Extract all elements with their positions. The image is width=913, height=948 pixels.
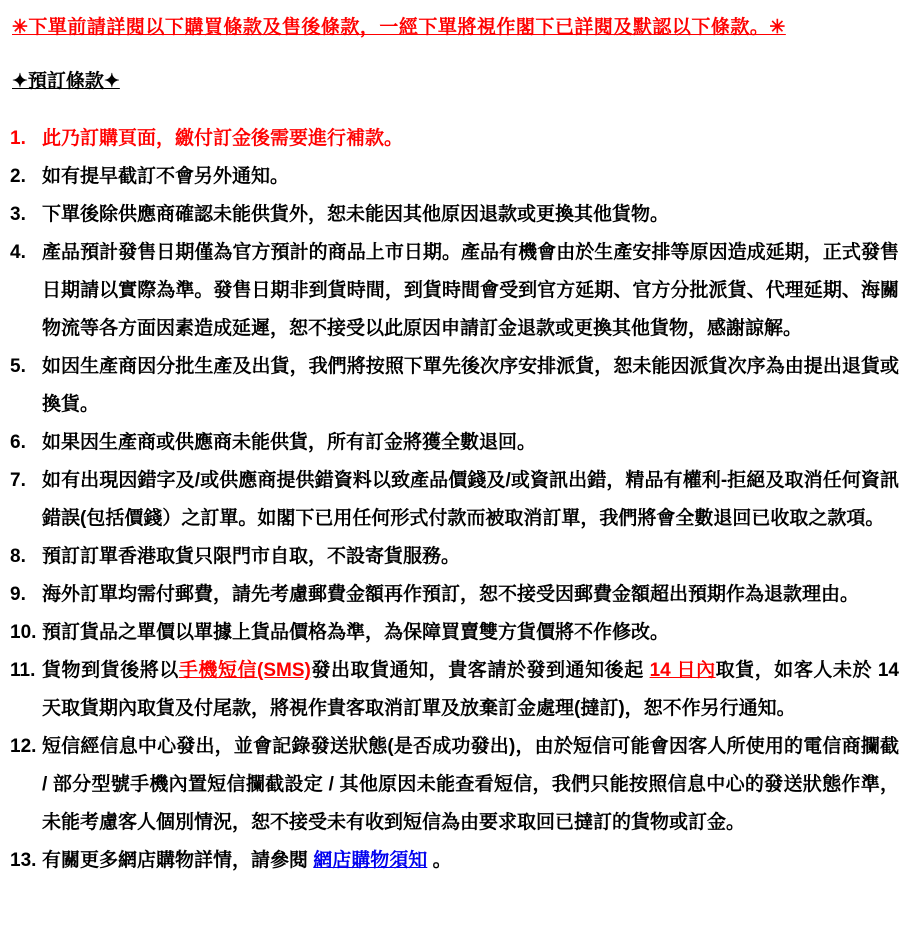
term-text bbox=[42, 614, 903, 652]
term-number: 1. bbox=[10, 128, 26, 149]
term-number: 8. bbox=[10, 546, 26, 567]
term-number: 11. bbox=[10, 660, 36, 681]
term-number: 3. bbox=[10, 204, 26, 225]
term-number: 12. bbox=[10, 736, 37, 757]
term-text bbox=[42, 462, 903, 538]
term-text bbox=[42, 234, 903, 348]
highlighted-term-text: 手機短信(SMS) bbox=[178, 660, 311, 681]
shop-guide-link[interactable]: 網店購物須知 bbox=[313, 850, 428, 871]
section-header-preorder-terms: ✦預訂條款✦ bbox=[12, 71, 120, 92]
term-text bbox=[42, 652, 903, 728]
term-text bbox=[42, 538, 903, 576]
term-text-segment: 產品預計發售日期僅為官方預計的商品上市日期。產品有機會由於生產安排等原因造成延期，正式發售日期請以實際為準。發售日期非到貨時間，到貨時間會受到官方延期、官方分批派貨、代理延期、海關物流等各方面因素造成延遲，恕不接受以此原因申請訂金退款或更換其他貨物，感謝諒解。 bbox=[42, 242, 899, 339]
term-text bbox=[42, 348, 903, 424]
term-text-segment: 如有提早截訂不會另外通知。 bbox=[42, 166, 290, 187]
term-item bbox=[8, 234, 903, 348]
term-text-segment: 預訂貨品之單價以單據上貨品價格為準，為保障買賣雙方貨價將不作修改。 bbox=[42, 622, 670, 643]
term-item bbox=[8, 652, 903, 728]
term-text-segment: 短信經信息中心發出，並會記錄發送狀態(是否成功發出)，由於短信可能會因客人所使用的電信商攔截 / 部分型號手機內置短信攔截設定 / 其他原因未能查看短信，我們只能按照信息中心的發送狀態作準，未能考慮客人個別情況，恕不接受未有收到短信為由要求取回已撻訂的貨物或訂金。 bbox=[42, 736, 899, 833]
highlighted-term-text: 14 日內 bbox=[649, 660, 716, 681]
term-item bbox=[8, 348, 903, 424]
term-text bbox=[42, 576, 903, 614]
term-item bbox=[8, 120, 903, 158]
term-item bbox=[8, 728, 903, 842]
term-item bbox=[8, 842, 903, 880]
term-text bbox=[42, 158, 903, 196]
term-text-segment: 如因生產商因分批生產及出貨，我們將按照下單先後次序安排派貨，恕未能因派貨次序為由提出退貨或換貨。 bbox=[42, 356, 899, 415]
term-text-segment: 海外訂單均需付郵費，請先考慮郵費金額再作預訂，恕不接受因郵費金額超出預期作為退款理由。 bbox=[42, 584, 860, 605]
term-text-segment: 如果因生產商或供應商未能供貨，所有訂金將獲全數退回。 bbox=[42, 432, 537, 453]
term-number: 13. bbox=[10, 850, 37, 871]
term-number: 7. bbox=[10, 470, 26, 491]
term-text bbox=[42, 728, 903, 842]
term-item bbox=[8, 538, 903, 576]
term-text-segment: 如有出現因錯字及/或供應商提供錯資料以致產品價錢及/或資訊出錯，精品有權利-拒絕及取消任何資訊錯誤(包括價錢）之訂單。如閣下已用任何形式付款而被取消訂單，我們將會全數退回已收取之款項。 bbox=[42, 470, 899, 529]
term-number: 9. bbox=[10, 584, 26, 605]
term-number: 6. bbox=[10, 432, 26, 453]
term-text bbox=[42, 120, 903, 158]
term-text-segment: 發出取貨通知，貴客請於發到通知後起 bbox=[310, 660, 650, 681]
page-title: ✳下單前請詳閱以下購買條款及售後條款，一經下單將視作閣下已詳閱及默認以下條款。✳ bbox=[12, 17, 786, 38]
term-text-segment: 此乃訂購頁面，繳付訂金後需要進行補款。 bbox=[42, 128, 404, 149]
term-number: 10. bbox=[10, 622, 37, 643]
term-text bbox=[42, 842, 903, 880]
term-text-segment: 預訂訂單香港取貨只限門市自取，不設寄貨服務。 bbox=[42, 546, 461, 567]
term-item bbox=[8, 576, 903, 614]
term-item bbox=[8, 614, 903, 652]
term-item bbox=[8, 424, 903, 462]
term-text-segment: 取貨，如客人未於 14 天取貨期內取貨及付尾款，將視作貴客取消訂單及放棄訂金處理(撻訂)，恕不作另行通知。 bbox=[42, 660, 899, 719]
term-text-segment: 下單後除供應商確認未能供貨外，恕未能因其他原因退款或更換其他貨物。 bbox=[42, 204, 670, 225]
term-text-segment: 貨物到貨後將以 bbox=[42, 660, 179, 681]
term-text bbox=[42, 424, 903, 462]
term-item bbox=[8, 462, 903, 538]
term-number: 4. bbox=[10, 242, 26, 263]
term-text-segment: 。 bbox=[427, 850, 452, 871]
term-text bbox=[42, 196, 903, 234]
term-number: 5. bbox=[10, 356, 26, 377]
term-text-segment: 有關更多網店購物詳情，請參閱 bbox=[42, 850, 314, 871]
term-item bbox=[8, 196, 903, 234]
terms-list bbox=[8, 120, 903, 880]
term-number: 2. bbox=[10, 166, 26, 187]
term-item bbox=[8, 158, 903, 196]
